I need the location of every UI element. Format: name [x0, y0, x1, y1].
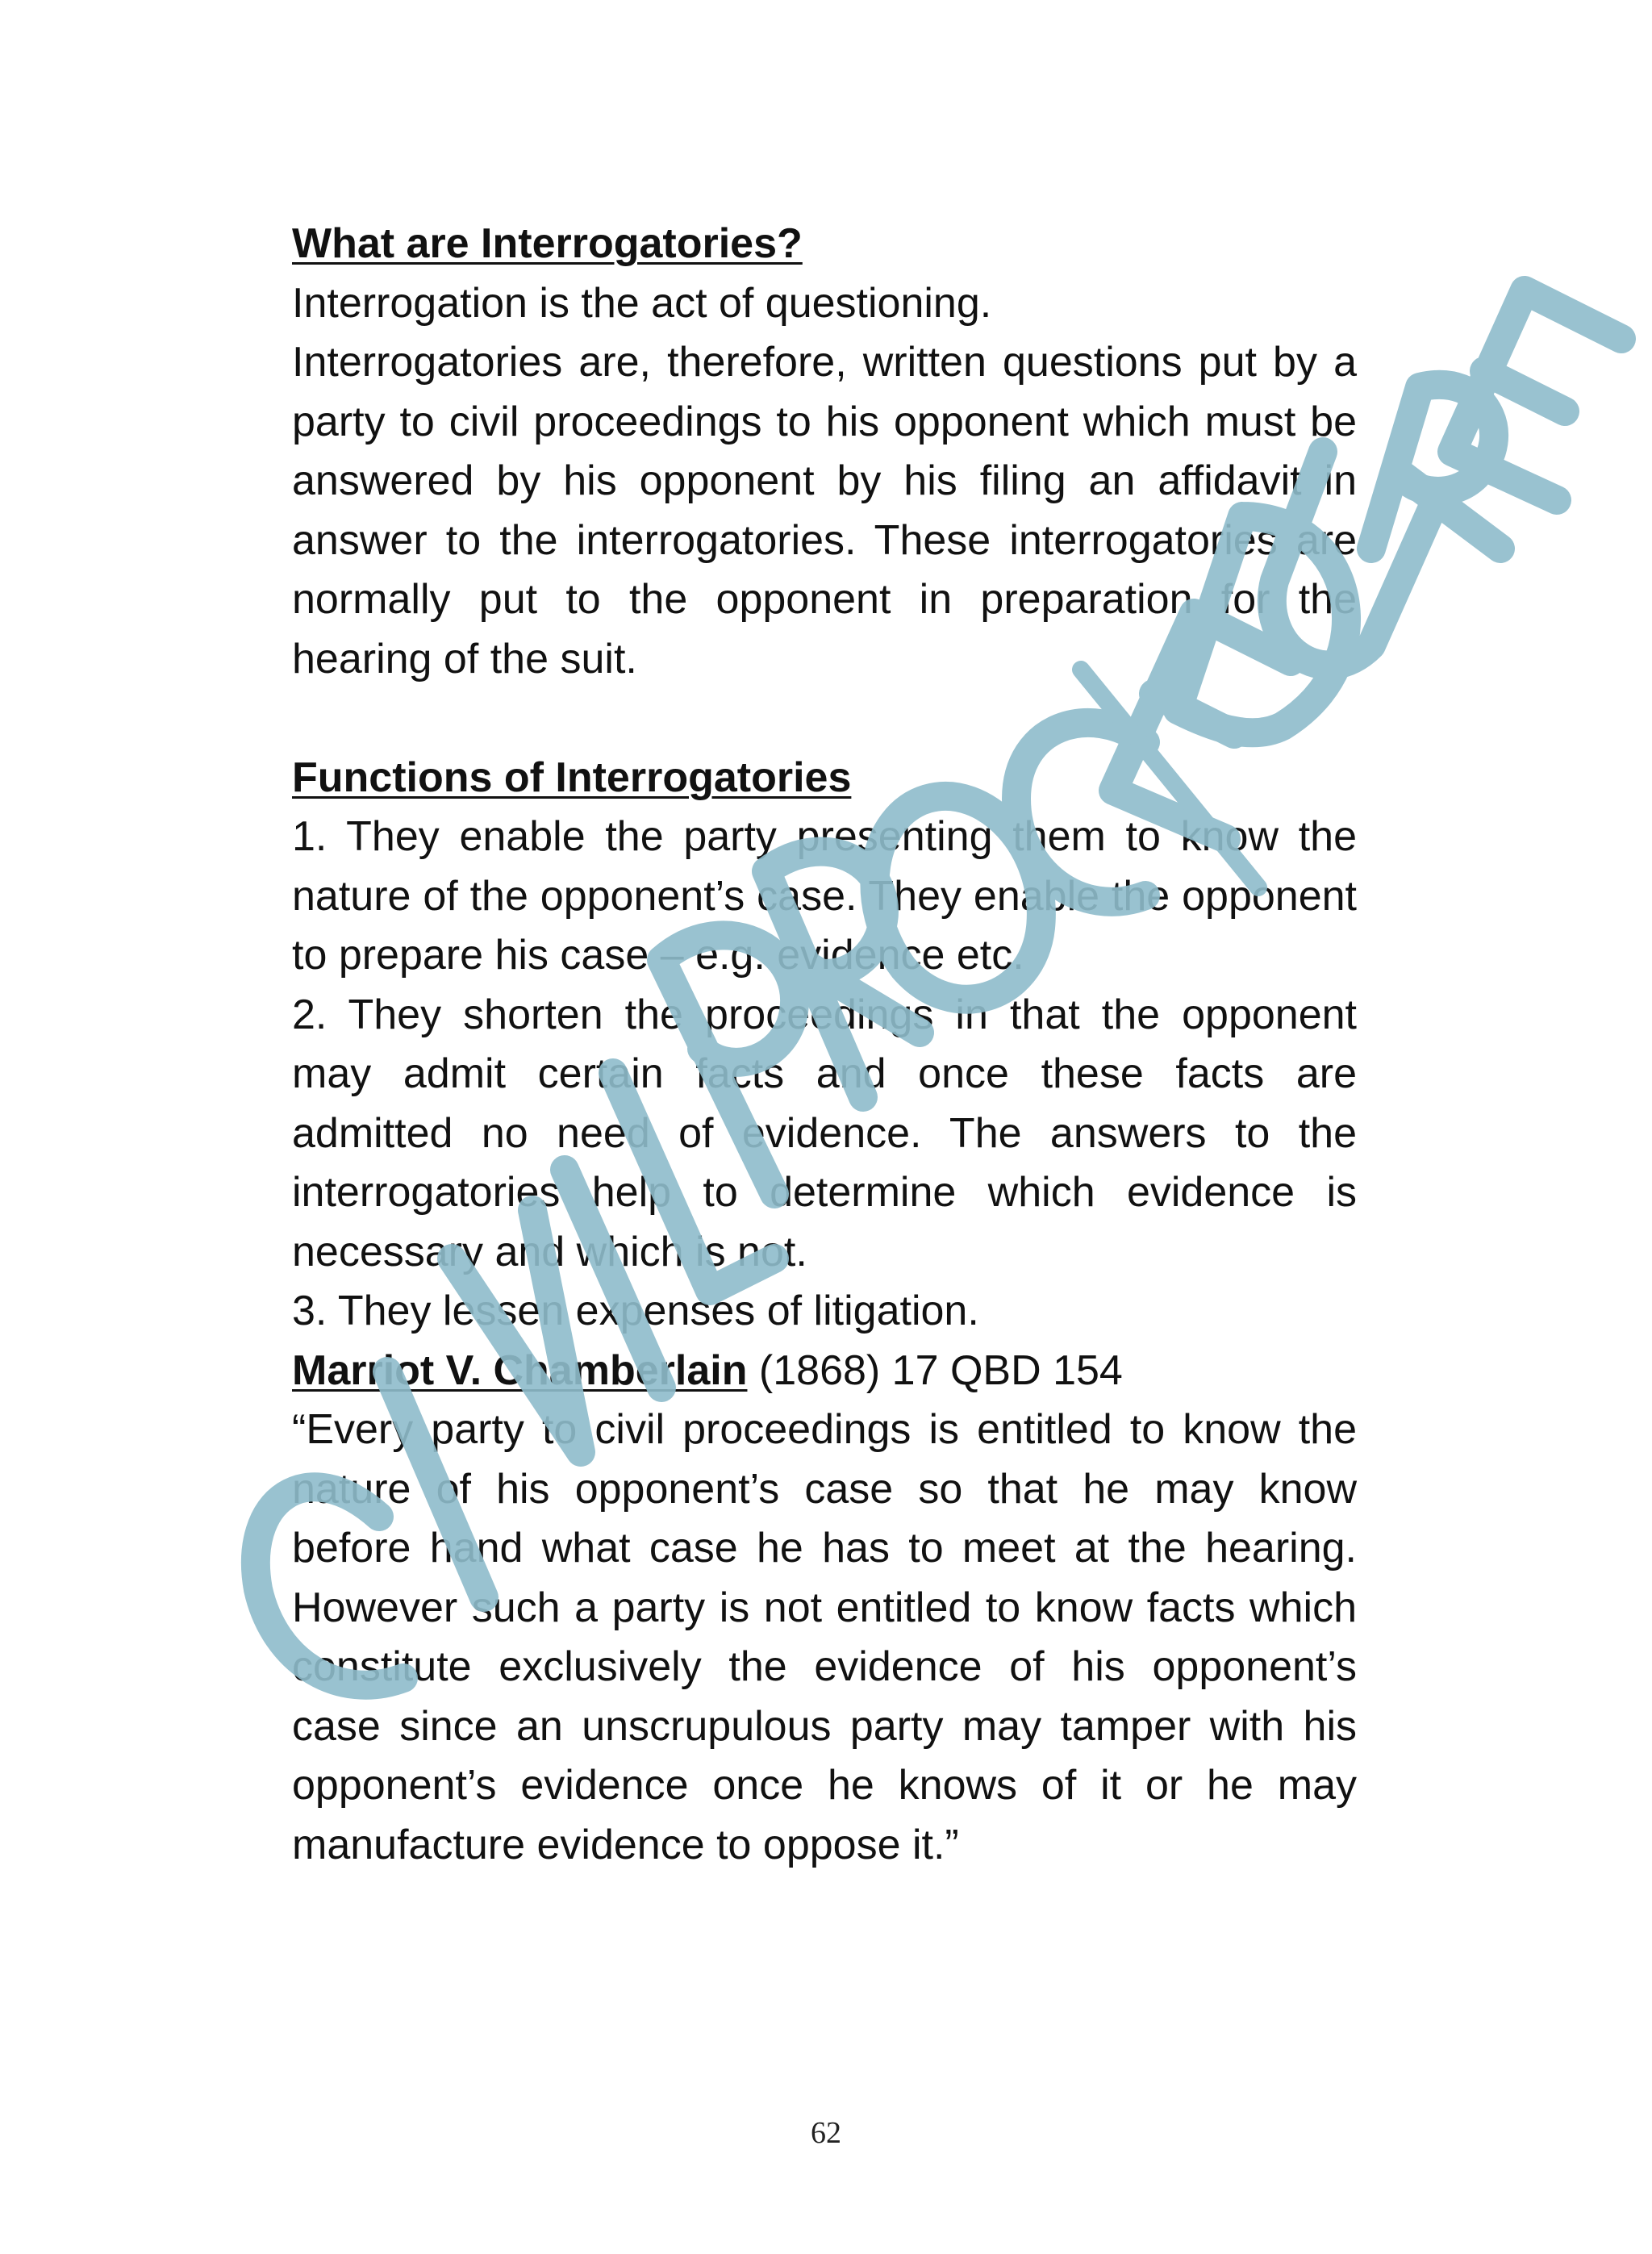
case-citation: (1868) 17 QBD 154 [747, 1346, 1123, 1394]
function-item-2: 2. They shorten the proceedings in that the opponent may admit certain facts and once these facts are admitted no need of evidence. The answers to the interrogatories help to determine which evidence is necessary and which is not. [292, 991, 1357, 1275]
page-number: 62 [811, 2116, 841, 2150]
paragraph-interrogatories-explained: Interrogatories are, therefore, written questions put by a party to civil proceedings to his opponent which must be answered by his opponent by his filing an affidavit in answer to the interrogatories. These interrogatories are normally put to the opponent in preparation for the hearing of the suit. [292, 339, 1357, 682]
case-citation-line [292, 1342, 1357, 1401]
function-item-3: 3. They lessen expenses of litigation. [292, 1288, 979, 1334]
section-heading-interrogatories: What are Interrogatories? [292, 220, 803, 267]
page-content [292, 215, 1357, 1875]
section-spacer [292, 689, 1357, 749]
section-heading-functions: Functions of Interrogatories [292, 753, 852, 801]
case-name: Marriot V. Chamberlain [292, 1346, 748, 1394]
case-quote: “Every party to civil proceedings is entitled to know the nature of his opponent’s case so that he may know before hand what case he has to meet at the hearing. However such a party is not entitled to know facts which constitute exclusively the evidence of his opponent’s case since an unscrupulous party may tamper with his opponent’s evidence once he knows of it or he may manufacture evidence to oppose it.” [292, 1406, 1357, 1868]
paragraph-definition: Interrogation is the act of questioning. [292, 279, 992, 327]
function-item-1: 1. They enable the party presenting them to know the nature of the opponent’s case. They enable the opponent to prepare his case – e.g. evidence etc. [292, 813, 1357, 979]
